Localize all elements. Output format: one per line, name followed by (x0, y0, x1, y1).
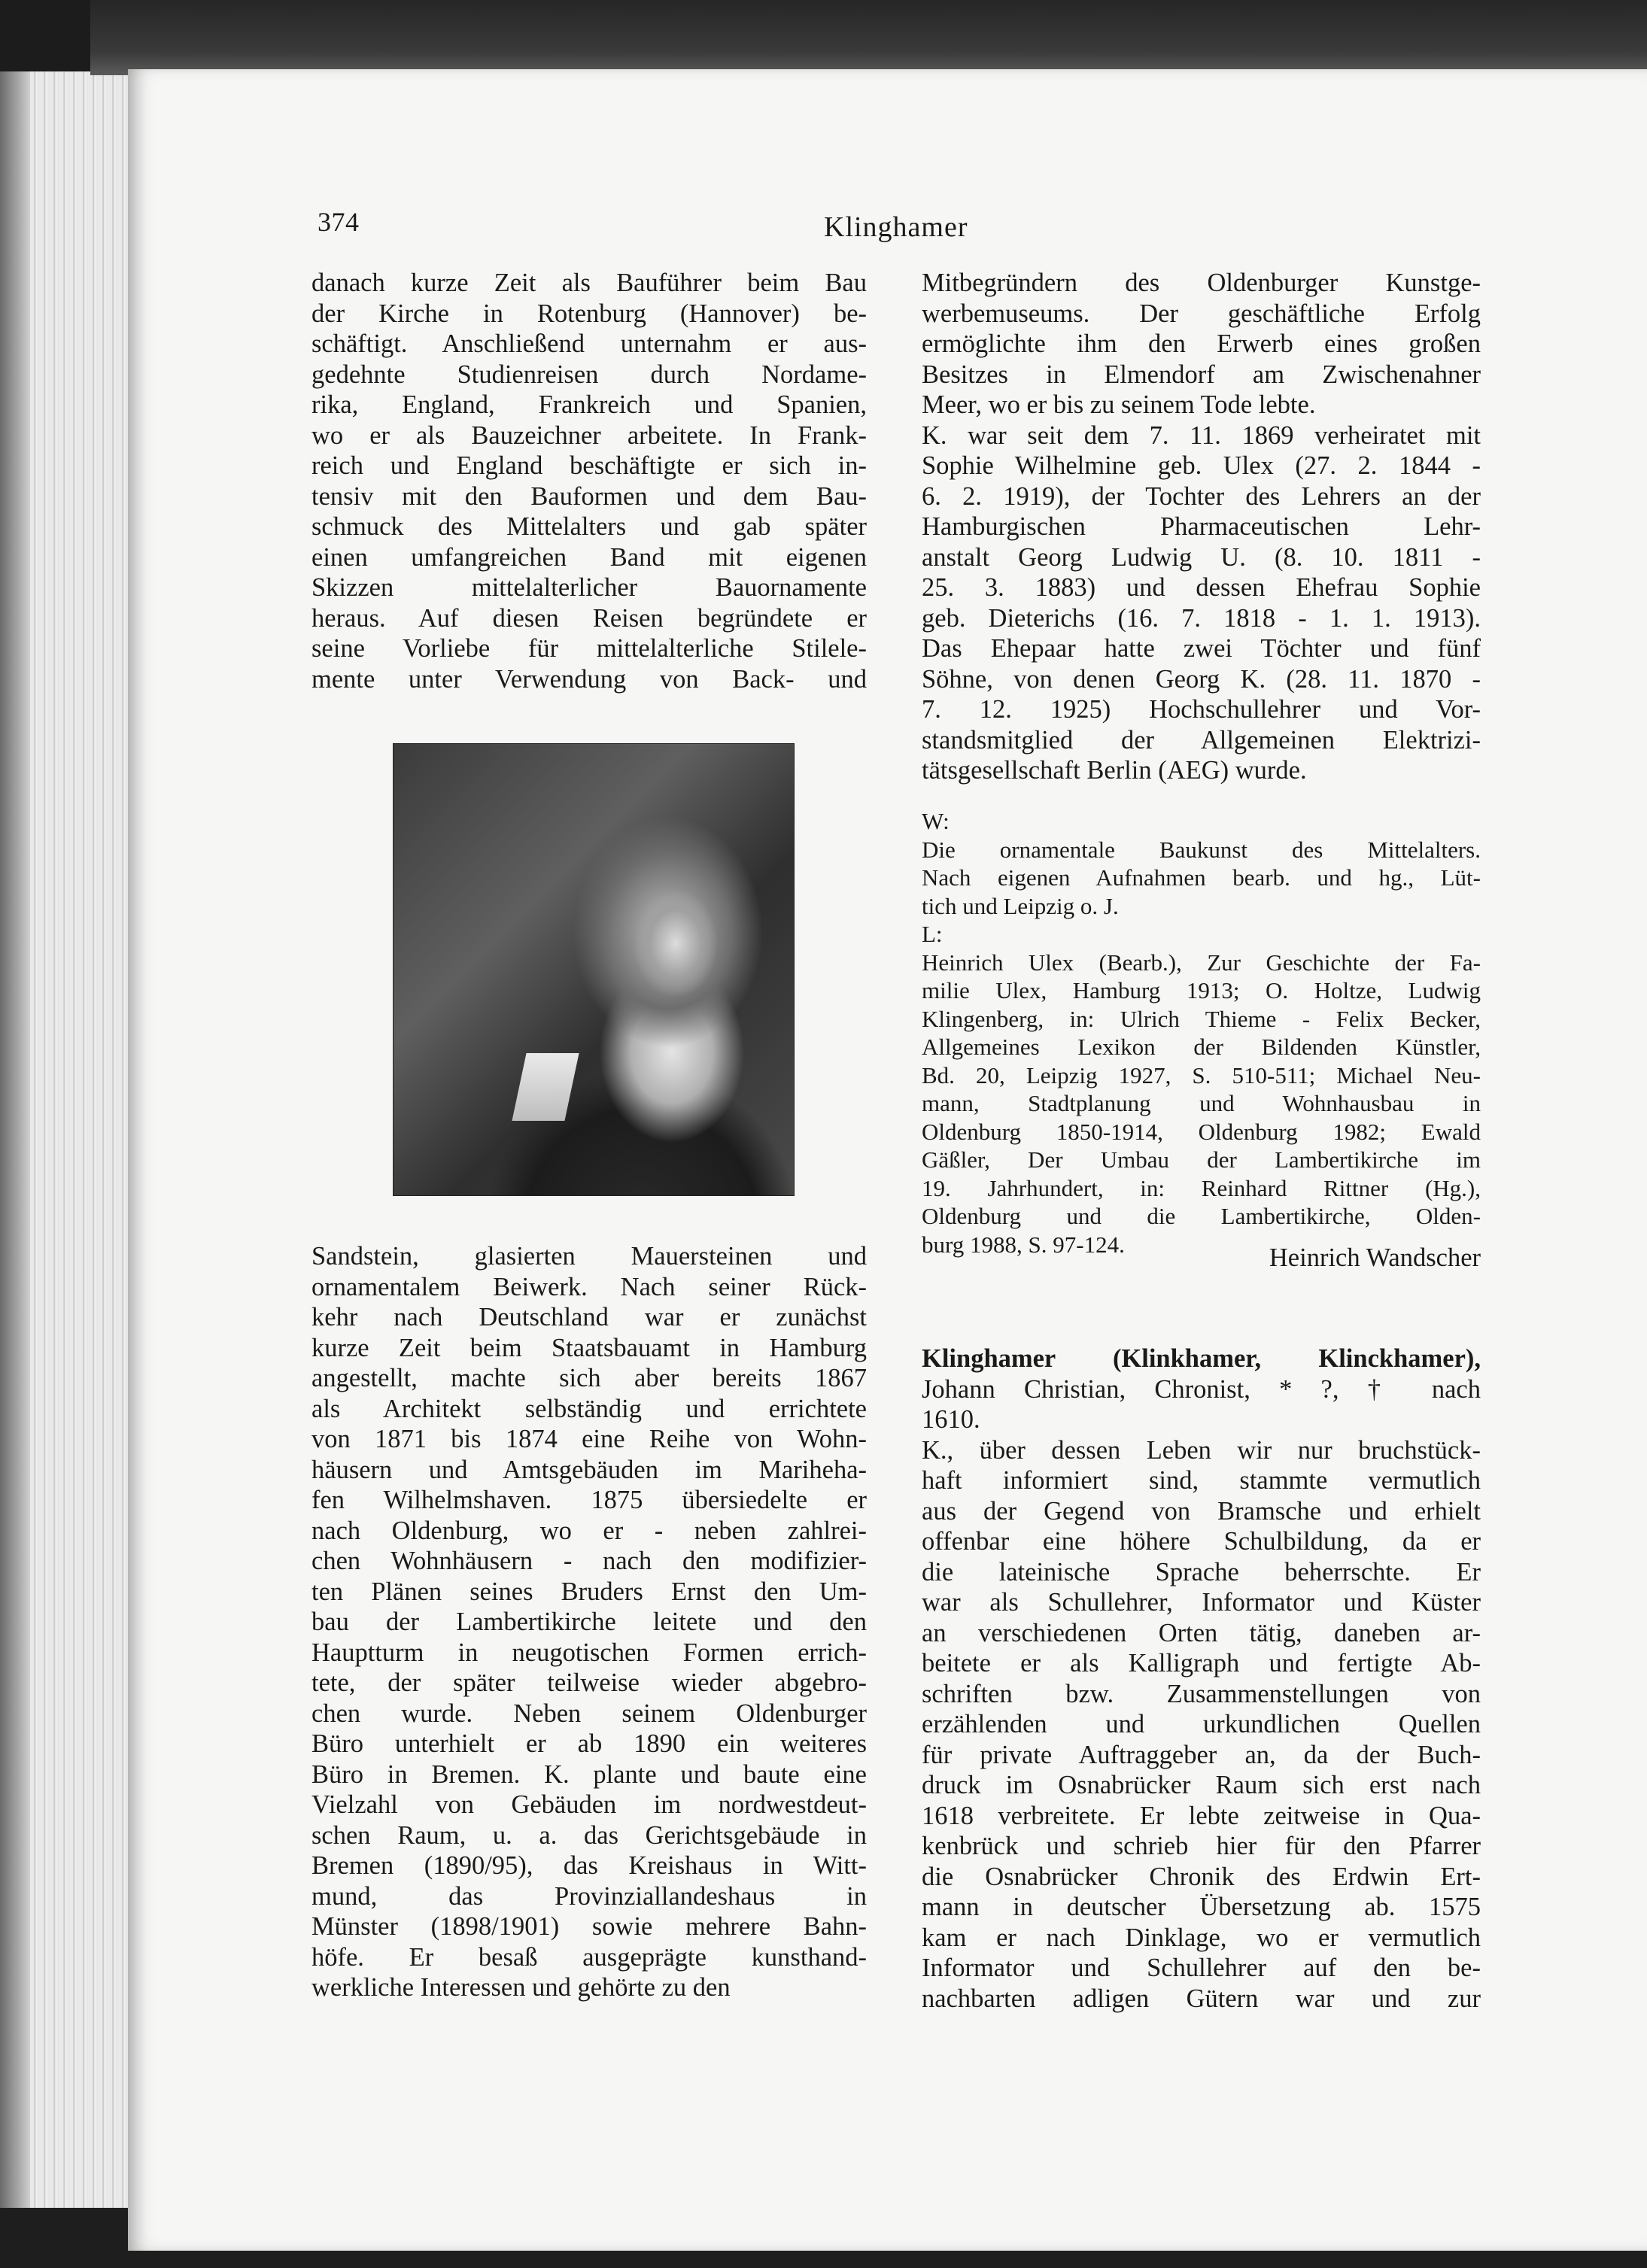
literature-line: Gäßler, Der Umbau der Lambertikirche im (922, 1146, 1481, 1173)
text-line: druck im Osnabrücker Raum sich erst nach (922, 1771, 1481, 1799)
text-line: mund, das Provinziallandeshaus in (311, 1881, 867, 1911)
text-line: die lateinische Sprache beherrschte. Er (922, 1557, 1481, 1586)
text-line: chen Wohnhäusern - nach den modifizier- (311, 1547, 867, 1575)
text-line: Büro in Bremen. K. plante und baute eine (311, 1759, 867, 1789)
text-line: Skizzen mittelalterlicher Bauornamente (311, 573, 867, 602)
text-line: bau der Lambertikirche leitete und den (311, 1608, 867, 1636)
text-line: ten Plänen seines Bruders Ernst den Um- (311, 1577, 867, 1606)
text-line: nachbarten adligen Gütern war und zur (922, 1984, 1481, 2013)
right-column-main (922, 268, 1481, 786)
text-line: schmuck des Mittelalters und gab später (311, 512, 867, 541)
works-line: tich und Leipzig o. J. (922, 892, 1119, 919)
text-line: Besitzes in Elmendorf am Zwischenahner (922, 360, 1481, 389)
text-line: anstalt Georg Ludwig U. (8. 10. 1811 - (922, 542, 1481, 572)
works-line: Nach eigenen Aufnahmen bearb. und hg., Lüt- (922, 864, 1481, 891)
text-line: Hamburgischen Pharmaceutischen Lehr- (922, 512, 1481, 541)
left-column-bottom (311, 1241, 867, 2003)
literature-line: Oldenburg 1850-1914, Oldenburg 1982; Ewald (922, 1118, 1481, 1145)
text-line: Sandstein, glasierten Mauersteinen und (311, 1242, 867, 1271)
text-line: ornamentalem Beiwerk. Nach seiner Rück- (311, 1272, 867, 1301)
literature-line: Klingenberg, in: Ulrich Thieme - Felix Becker, (922, 1005, 1481, 1032)
text-line: kehr nach Deutschland war er zunächst (311, 1303, 867, 1331)
text-line: Hauptturm in neugotischen Formen errich- (311, 1638, 867, 1667)
text-line: gedehnte Studienreisen durch Nordame- (311, 360, 867, 389)
text-line: fen Wilhelmshaven. 1875 übersiedelte er (311, 1486, 867, 1514)
text-line: kam er nach Dinklage, wo er vermutlich (922, 1923, 1481, 1952)
text-line: Das Ehepaar hatte zwei Töchter und fünf (922, 634, 1481, 663)
text-line: Mitbegründern des Oldenburger Kunstge- (922, 269, 1481, 297)
text-line: heraus. Auf diesen Reisen begründete er (311, 603, 867, 633)
text-line: standsmitglied der Allgemeinen Elektrizi- (922, 725, 1481, 754)
text-line: offenbar eine höhere Schulbildung, da er (922, 1527, 1481, 1556)
text-line: angestellt, machte sich aber bereits 1867 (311, 1364, 867, 1392)
text-line: nach Oldenburg, wo er - neben zahlrei- (311, 1516, 867, 1545)
text-line: K., über dessen Leben wir nur bruchstück- (922, 1435, 1481, 1465)
literature-label: L: (922, 921, 943, 947)
text-line: war als Schullehrer, Informator und Küster (922, 1588, 1481, 1617)
text-line: kurze Zeit beim Staatsbauamt in Hamburg (311, 1333, 867, 1362)
text-line: 25. 3. 1883) und dessen Ehefrau Sophie (922, 573, 1481, 602)
left-column-top (311, 268, 867, 694)
portrait-photo (393, 743, 795, 1196)
entry-heading: Klinghamer (Klinkhamer, Klinckhamer), (922, 1344, 1481, 1373)
text-line: als Architekt selbständig und errichtete (311, 1394, 867, 1423)
text-line: erzählenden und urkundlichen Quellen (922, 1710, 1481, 1738)
text-line: die Osnabrücker Chronik des Erdwin Ert- (922, 1862, 1481, 1891)
text-line: mann in deutscher Übersetzung ab. 1575 (922, 1893, 1481, 1921)
text-line: Meer, wo er bis zu seinem Tode lebte. (922, 390, 1316, 419)
text-line: von 1871 bis 1874 eine Reihe von Wohn- (311, 1425, 867, 1453)
entry-subheading-line: Johann Christian, Chronist, * ?, † nach (922, 1374, 1481, 1404)
text-line: kenbrück und schrieb hier für den Pfarrer (922, 1832, 1481, 1860)
works-section (922, 807, 1481, 1258)
text-line: Münster (1898/1901) sowie mehrere Bahn- (311, 1912, 867, 1941)
entry-klinghamer (922, 1343, 1481, 2014)
text-line: Informator und Schullehrer auf den be- (922, 1954, 1481, 1982)
text-line: danach kurze Zeit als Bauführer beim Bau (311, 269, 867, 297)
text-line: schriften bzw. Zusammenstellungen von (922, 1679, 1481, 1708)
text-line: geb. Dieterichs (16. 7. 1818 - 1. 1. 1913). (922, 603, 1481, 633)
text-line: haft informiert sind, stammte vermutlich (922, 1466, 1481, 1495)
literature-line: 19. Jahrhundert, in: Reinhard Rittner (Hg.), (922, 1174, 1481, 1201)
literature-line: Heinrich Ulex (Bearb.), Zur Geschichte der Fa- (922, 949, 1481, 976)
text-line: einen umfangreichen Band mit eigenen (311, 542, 867, 572)
text-line: Bremen (1890/95), das Kreishaus in Witt- (311, 1851, 867, 1880)
text-line: der Kirche in Rotenburg (Hannover) be- (311, 299, 867, 328)
text-line: 1618 verbreitete. Er lebte zeitweise in Qua- (922, 1801, 1481, 1830)
literature-line: burg 1988, S. 97-124. (922, 1231, 1125, 1258)
works-line: Die ornamentale Baukunst des Mittelalters. (922, 836, 1481, 863)
text-line: tete, der später teilweise wieder abgebro- (311, 1668, 867, 1697)
text-line: schäftigt. Anschließend unternahm er aus- (311, 329, 867, 358)
author-signature: Heinrich Wandscher (1269, 1243, 1481, 1272)
running-head: Klinghamer (824, 211, 968, 243)
text-line: wo er als Bauzeichner arbeitete. In Frank- (311, 421, 867, 450)
text-line: beitete er als Kalligraph und fertigte Ab- (922, 1649, 1481, 1677)
text-line: rika, England, Frankreich und Spanien, (311, 390, 867, 419)
book-cover-top (90, 0, 1647, 75)
literature-line: Oldenburg und die Lambertikirche, Olden- (922, 1203, 1481, 1229)
text-line: schen Raum, u. a. das Gerichtsgebäude in (311, 1820, 867, 1850)
book-edge-shadow (0, 71, 30, 2245)
text-line: Sophie Wilhelmine geb. Ulex (27. 2. 1844 - (922, 451, 1481, 480)
text-line: K. war seit dem 7. 11. 1869 verheiratet mit (922, 421, 1481, 450)
entry-subheading-line: 1610. (922, 1405, 980, 1434)
text-line: Vielzahl von Gebäuden im nordwestdeut- (311, 1790, 867, 1819)
text-line: aus der Gegend von Bramsche und erhielt (922, 1496, 1481, 1526)
text-line: reich und England beschäftigte er sich in- (311, 451, 867, 480)
literature-line: mann, Stadtplanung und Wohnhausbau in (922, 1090, 1481, 1116)
text-line: ermöglichte ihm den Erwerb eines großen (922, 329, 1481, 358)
text-line: chen wurde. Neben seinem Oldenburger (311, 1699, 867, 1728)
literature-line: Bd. 20, Leipzig 1927, S. 510-511; Michael Neu- (922, 1061, 1481, 1088)
page-number: 374 (318, 207, 360, 237)
text-line: werbemuseums. Der geschäftliche Erfolg (922, 299, 1481, 328)
literature-line: milie Ulex, Hamburg 1913; O. Holtze, Ludwig (922, 977, 1481, 1003)
text-line: an verschiedenen Orten tätig, daneben ar- (922, 1618, 1481, 1647)
works-label: W: (922, 808, 950, 834)
text-line: tätsgesellschaft Berlin (AEG) wurde. (922, 756, 1307, 785)
text-line: häusern und Amtsgebäuden im Mariheha- (311, 1455, 867, 1484)
text-line: mente unter Verwendung von Back- und (311, 664, 867, 694)
text-line: tensiv mit den Bauformen und dem Bau- (311, 481, 867, 511)
literature-line: Allgemeines Lexikon der Bildenden Künstler, (922, 1034, 1481, 1060)
text-line: 7. 12. 1925) Hochschullehrer und Vor- (922, 695, 1481, 724)
text-line: seine Vorliebe für mittelalterliche Stilele- (311, 634, 867, 663)
text-line: werkliche Interessen und gehörte zu den (311, 1973, 731, 2002)
text-line: Büro unterhielt er ab 1890 ein weiteres (311, 1729, 867, 1758)
text-line: für private Auftraggeber an, da der Buch- (922, 1740, 1481, 1769)
text-line: 6. 2. 1919), der Tochter des Lehrers an der (922, 481, 1481, 511)
text-line: Söhne, von denen Georg K. (28. 11. 1870 - (922, 664, 1481, 694)
text-line: höfe. Er besaß ausgeprägte kunsthand- (311, 1942, 867, 1972)
